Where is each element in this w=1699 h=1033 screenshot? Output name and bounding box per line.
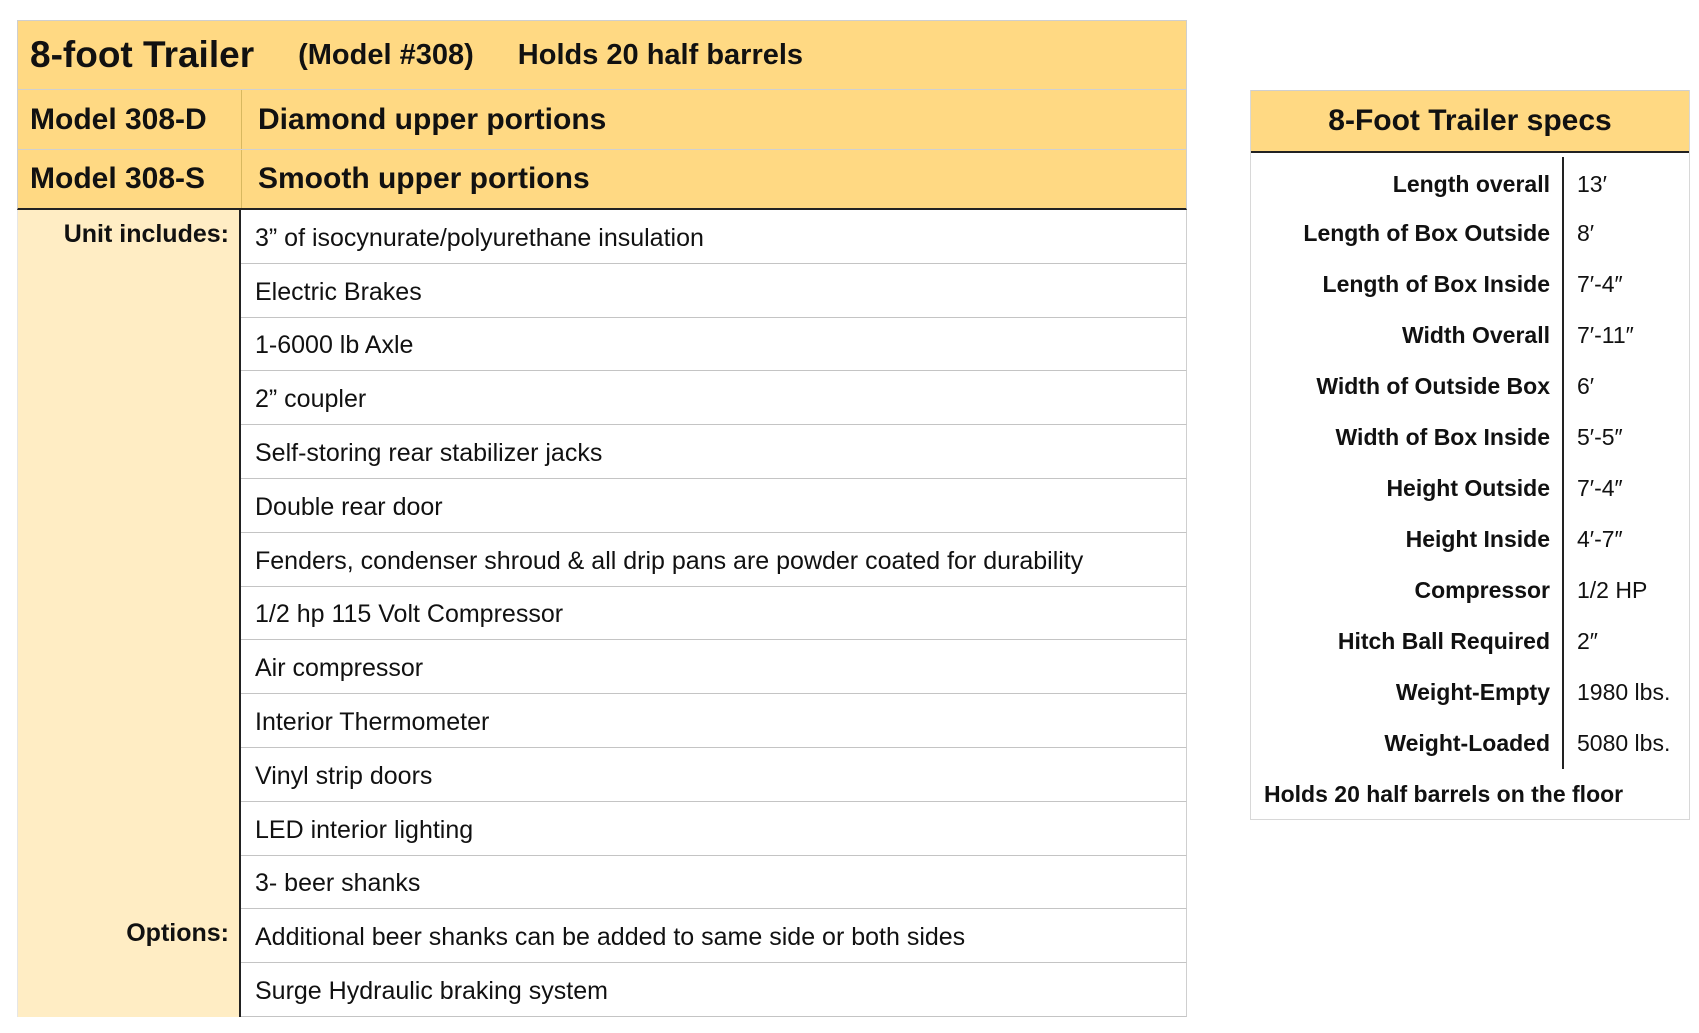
specs-list [1251, 153, 1689, 769]
model-description: Smooth upper portions [258, 162, 590, 195]
spec-label: Weight-Empty [1251, 667, 1564, 718]
specs-footer: Holds 20 half barrels on the floor [1264, 780, 1624, 807]
spec-row [1251, 667, 1689, 718]
spec-row [1251, 514, 1689, 565]
feature-text: 3- beer shanks [241, 856, 1187, 910]
feature-text: 1/2 hp 115 Volt Compressor [241, 587, 1187, 641]
model-code: Model 308-D [18, 90, 242, 149]
feature-text: Air compressor [241, 640, 1187, 694]
feature-label [17, 425, 241, 479]
feature-list [17, 210, 1187, 1017]
feature-label [17, 533, 241, 587]
model-row-308d [17, 90, 1187, 150]
table-row [17, 425, 1187, 479]
feature-text: LED interior lighting [241, 802, 1187, 856]
feature-label: Unit includes: [17, 210, 241, 264]
spec-row [1251, 718, 1689, 769]
spec-value: 7′-4″ [1577, 475, 1623, 501]
spec-row [1251, 616, 1689, 667]
spec-row [1251, 565, 1689, 616]
table-row [17, 371, 1187, 425]
spec-label: Width of Box Inside [1251, 412, 1564, 463]
feature-text: 2” coupler [241, 371, 1187, 425]
feature-text: Electric Brakes [241, 264, 1187, 318]
spec-label: Weight-Loaded [1251, 718, 1564, 769]
spec-row [1251, 208, 1689, 259]
spec-label: Hitch Ball Required [1251, 616, 1564, 667]
spec-value: 2″ [1577, 628, 1598, 654]
spec-label: Length of Box Outside [1251, 208, 1564, 259]
feature-text: Additional beer shanks can be added to same side or both sides [241, 909, 1187, 963]
table-row [17, 533, 1187, 587]
table-row [17, 210, 1187, 264]
specs-table [1250, 90, 1690, 820]
feature-label [17, 856, 241, 910]
spec-label: Length of Box Inside [1251, 259, 1564, 310]
feature-text: Surge Hydraulic braking system [241, 963, 1187, 1017]
model-row-308s [17, 150, 1187, 210]
feature-label [17, 963, 241, 1017]
spec-row [1251, 157, 1689, 208]
spec-value: 13′ [1577, 171, 1607, 197]
spec-value: 6′ [1577, 373, 1595, 399]
feature-text: 3” of isocynurate/polyurethane insulation [241, 210, 1187, 264]
feature-text: Fenders, condenser shroud & all drip pans are powder coated for durability [241, 533, 1187, 587]
feature-label [17, 479, 241, 533]
feature-text: 1-6000 lb Axle [241, 318, 1187, 372]
table-row [17, 802, 1187, 856]
feature-label [17, 264, 241, 318]
table-row [17, 640, 1187, 694]
feature-label [17, 640, 241, 694]
table-title-bar [17, 20, 1187, 90]
spec-label: Width of Outside Box [1251, 361, 1564, 412]
feature-label [17, 587, 241, 641]
model-description: Diamond upper portions [258, 102, 607, 136]
feature-label [17, 318, 241, 372]
specs-title: 8-Foot Trailer specs [1251, 90, 1689, 153]
trailer-feature-table [17, 20, 1187, 1017]
feature-label [17, 748, 241, 802]
feature-label [17, 802, 241, 856]
feature-text: Double rear door [241, 479, 1187, 533]
table-row [17, 479, 1187, 533]
table-row [17, 694, 1187, 748]
table-row [17, 909, 1187, 963]
table-row [17, 748, 1187, 802]
spec-value: 1980 lbs. [1577, 679, 1671, 705]
spec-label: Height Outside [1251, 463, 1564, 514]
table-row [17, 856, 1187, 910]
spec-row [1251, 412, 1689, 463]
table-row [17, 587, 1187, 641]
feature-text: Self-storing rear stabilizer jacks [241, 425, 1187, 479]
model-code: Model 308-S [18, 150, 242, 208]
spec-row [1251, 310, 1689, 361]
feature-label [17, 371, 241, 425]
feature-text: Interior Thermometer [241, 694, 1187, 748]
trailer-title: 8-foot Trailer [30, 34, 255, 75]
feature-text: Vinyl strip doors [241, 748, 1187, 802]
spec-label: Length overall [1251, 157, 1564, 208]
feature-label: Options: [17, 909, 241, 963]
spec-row [1251, 463, 1689, 514]
spec-value: 4′-7″ [1577, 526, 1623, 552]
spec-row [1251, 361, 1689, 412]
model-number: (Model #308) [298, 38, 474, 71]
spec-row [1251, 259, 1689, 310]
table-row [17, 264, 1187, 318]
feature-label [17, 694, 241, 748]
spec-label: Height Inside [1251, 514, 1564, 565]
spec-value: 5′-5″ [1577, 424, 1623, 450]
spec-value: 5080 lbs. [1577, 730, 1671, 756]
spec-value: 7′-11″ [1577, 322, 1634, 348]
spec-value: 8′ [1577, 220, 1595, 246]
table-row [17, 318, 1187, 372]
spec-value: 1/2 HP [1577, 577, 1648, 603]
table-row [17, 963, 1187, 1017]
capacity-text: Holds 20 half barrels [517, 38, 804, 71]
spec-value: 7′-4″ [1577, 271, 1623, 297]
spec-label: Compressor [1251, 565, 1564, 616]
spec-label: Width Overall [1251, 310, 1564, 361]
